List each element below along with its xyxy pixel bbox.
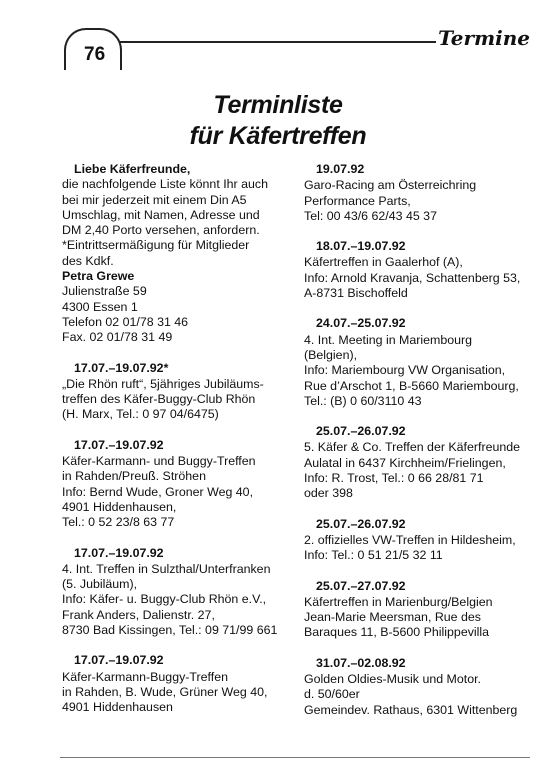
event-entry — [304, 316, 529, 409]
event-detail-line: Info: Arnold Kravanja, Schattenberg 53, — [304, 270, 521, 285]
event-detail-line: oder 398 — [304, 486, 353, 501]
event-detail-line: d. 50/60er — [304, 687, 360, 702]
event-detail-line: Garo-Racing am Österreichring — [304, 178, 477, 193]
event-date: 25.07.–26.07.92 — [316, 516, 406, 531]
event-detail-line: Jean-Marie Meersman, Rue des — [304, 610, 481, 625]
event-date: 17.07.–19.07.92 — [74, 653, 164, 668]
event-detail-line: Frank Anders, Dalienstr. 27, — [62, 607, 215, 622]
event-date: 24.07.–25.07.92 — [316, 316, 406, 331]
event-detail-line: Tel.: 0 52 23/8 63 77 — [62, 515, 175, 530]
title-line-2: für Käfertreffen — [189, 122, 367, 150]
page-number: 76 — [84, 44, 106, 65]
event-detail-line: Info: Mariembourg VW Organisation, — [304, 363, 506, 378]
event-entry — [304, 517, 529, 564]
event-detail-line: 4. Int. Meeting in Mariembourg — [304, 332, 473, 347]
intro-greeting: Liebe Käferfreunde, — [74, 162, 191, 176]
event-detail-line: Gemeindev. Rathaus, 6301 Wittenberg — [304, 702, 518, 717]
event-date: 17.07.–19.07.92* — [74, 360, 169, 375]
event-detail-line: Performance Parts, — [304, 193, 411, 208]
event-detail-line: Käfer-Karmann-Buggy-Treffen — [62, 669, 228, 684]
right-event-list — [304, 162, 529, 718]
event-detail-line: Aulatal in 6437 Kirchheim/Frielingen, — [304, 455, 506, 470]
event-entry — [62, 546, 280, 639]
intro-line: die nachfolgende Liste könnt Ihr auch — [62, 177, 268, 192]
event-detail-line: treffen des Käfer-Buggy-Club Rhön — [62, 392, 256, 407]
event-detail-line: 4901 Hiddenhausen, — [62, 499, 177, 514]
event-detail-line: 4901 Hiddenhausen — [62, 700, 173, 715]
event-detail-line: Tel.: (B) 0 60/3110 43 — [304, 393, 422, 408]
event-date: 31.07.–02.08.92 — [316, 655, 406, 670]
event-detail-line: 4. Int. Treffen in Sulzthal/Unterfranken — [62, 561, 271, 576]
left-event-list — [62, 361, 280, 716]
event-date: 17.07.–19.07.92 — [74, 437, 164, 452]
intro-block — [62, 162, 280, 346]
event-detail-line: Info: Käfer- u. Buggy-Club Rhön e.V., — [62, 592, 267, 607]
event-detail-line: Rue d’Arschot 1, B-5660 Mariembourg, — [304, 378, 519, 393]
event-detail-line: (Belgien), — [304, 347, 358, 362]
event-detail-line: Info: R. Trost, Tel.: 0 66 28/81 71 — [304, 471, 484, 486]
event-detail-line: (5. Jubiläum), — [62, 577, 138, 592]
event-entry — [62, 438, 280, 531]
event-detail-line: in Rahden/Preuß. Ströhen — [62, 469, 206, 484]
intro-line: des Kdkf. — [62, 253, 114, 268]
contact-name: Petra Grewe — [62, 269, 135, 284]
left-column — [62, 162, 280, 716]
event-detail-line: Info: Bernd Wude, Groner Weg 40, — [62, 484, 254, 499]
contact-line: 4300 Essen 1 — [62, 299, 138, 314]
event-entry — [304, 424, 529, 501]
event-detail-line: Golden Oldies-Musik und Motor. — [304, 672, 481, 687]
event-date: 17.07.–19.07.92 — [74, 545, 164, 560]
event-date: 19.07.92 — [316, 162, 365, 176]
event-detail-line: Tel: 00 43/6 62/43 45 37 — [304, 208, 437, 223]
event-detail-line: Baraques 11, B-5600 Philippevilla — [304, 625, 490, 640]
event-detail-line: 5. Käfer & Co. Treffen der Käferfreunde — [304, 440, 521, 455]
contact-line: Fax. 02 01/78 31 49 — [62, 330, 173, 345]
event-detail-line: Käfertreffen in Marienburg/Belgien — [304, 594, 493, 609]
event-entry — [304, 656, 529, 718]
section-name: Termine — [438, 26, 530, 50]
contact-line: Telefon 02 01/78 31 46 — [62, 314, 189, 329]
event-detail-line: 8730 Bad Kissingen, Tel.: 09 71/99 661 — [62, 623, 278, 638]
intro-line: Umschlag, mit Namen, Adresse und — [62, 207, 260, 222]
intro-line: bei mir jederzeit mit einem Din A5 — [62, 192, 247, 207]
intro-line: *Eintrittsermäßigung für Mitglieder — [62, 238, 250, 253]
event-date: 25.07.–26.07.92 — [316, 424, 406, 439]
event-detail-line: Käfer-Karmann- und Buggy-Treffen — [62, 454, 256, 469]
event-detail-line: (H. Marx, Tel.: 0 97 04/6475) — [62, 407, 219, 422]
event-detail-line: Info: Tel.: 0 51 21/5 32 11 — [304, 548, 443, 563]
contact-line: Julienstraße 59 — [62, 284, 147, 299]
title-line-1: Terminliste — [213, 91, 343, 119]
footer-rule — [60, 757, 530, 758]
event-entry — [304, 579, 529, 641]
event-detail-line: 2. offizielles VW-Treffen in Hildesheim, — [304, 532, 516, 547]
event-date: 18.07.–19.07.92 — [316, 239, 406, 254]
event-entry — [304, 239, 529, 301]
event-detail-line: Käfertreffen in Gaalerhof (A), — [304, 255, 463, 270]
intro-line: DM 2,40 Porto versehen, anfordern. — [62, 223, 260, 238]
event-entry — [304, 162, 529, 224]
event-detail-line: „Die Rhön ruft“, 5jähriges Jubiläums- — [62, 376, 264, 391]
event-detail-line: A-8731 Bischoffeld — [304, 286, 408, 301]
event-date: 25.07.–27.07.92 — [316, 578, 406, 593]
right-column — [304, 162, 529, 718]
event-entry — [62, 361, 280, 423]
event-entry — [62, 653, 280, 715]
event-detail-line: in Rahden, B. Wude, Grüner Weg 40, — [62, 684, 268, 699]
page-title — [0, 90, 556, 152]
